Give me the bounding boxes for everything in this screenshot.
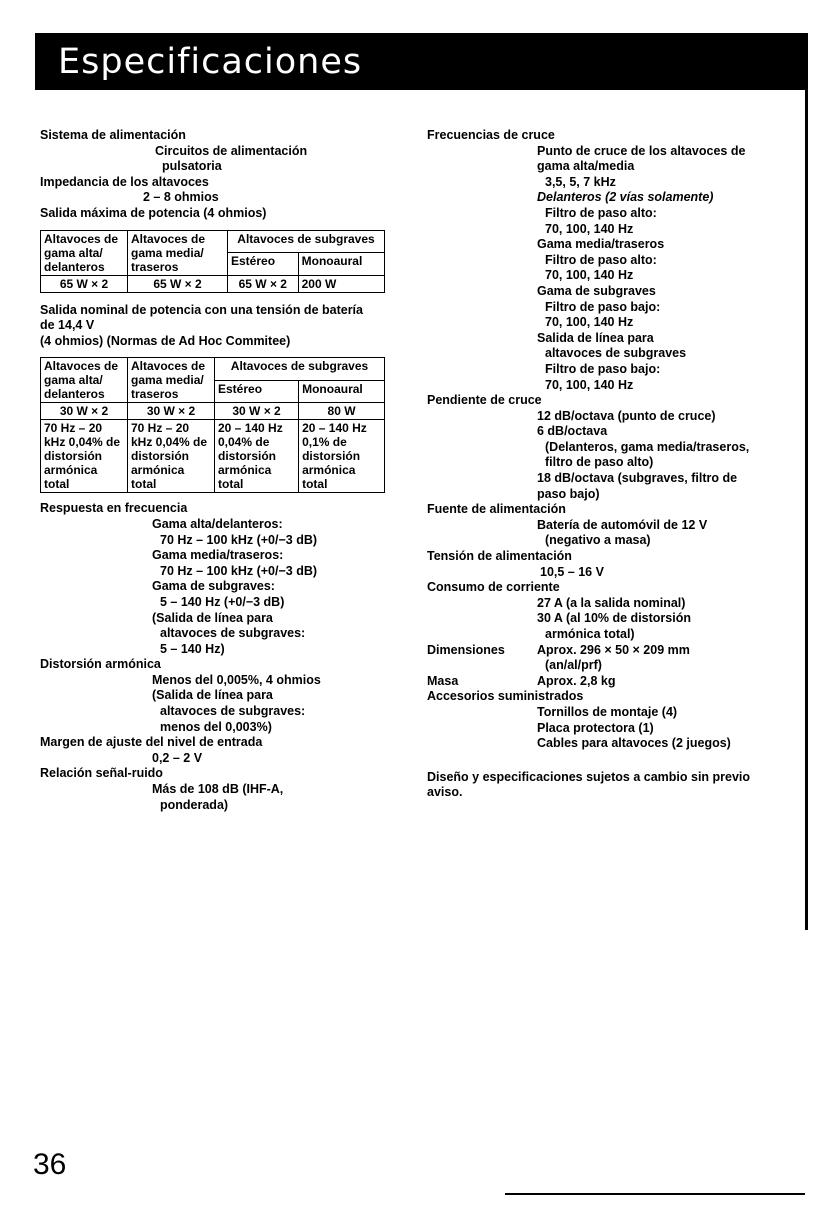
spec-label: Respuesta en frecuencia xyxy=(40,501,188,516)
spec-label: Tensión de alimentación xyxy=(427,549,572,564)
spec-label: de 14,4 V xyxy=(40,318,95,333)
spec-value: Gama media/traseros xyxy=(537,237,665,252)
spec-value: (Delanteros, gama media/traseros, xyxy=(545,439,750,454)
spec-value: 30 A (al 10% de distorsión xyxy=(537,611,691,626)
spec-value: Gama alta/delanteros: xyxy=(152,516,283,531)
spec-value: Batería de automóvil de 12 V xyxy=(537,517,708,532)
power-table-max xyxy=(40,230,385,293)
header-front: Altavoces de gama alta/ delanteros xyxy=(41,230,128,275)
spec-value: altavoces de subgraves: xyxy=(160,704,306,719)
spec-value: Filtro de paso bajo: xyxy=(545,299,661,314)
page-number: 36 xyxy=(33,1148,67,1181)
spec-value: gama alta/media xyxy=(537,159,635,174)
detail-front: 70 Hz – 20 kHz 0,04% de distorsión armónica total xyxy=(41,420,128,493)
footer-rule xyxy=(505,1193,805,1195)
spec-value: 70 Hz – 100 kHz (+0/−3 dB) xyxy=(160,563,318,578)
header-stereo: Estéreo xyxy=(228,253,299,276)
spec-label: Margen de ajuste del nivel de entrada xyxy=(40,735,263,750)
spec-value: 27 A (a la salida nominal) xyxy=(537,595,686,610)
spec-value: Gama de subgraves xyxy=(537,283,656,298)
spec-value: Circuitos de alimentación xyxy=(155,143,308,158)
spec-label: Pendiente de cruce xyxy=(427,393,542,408)
spec-value: 70 Hz – 100 kHz (+0/−3 dB) xyxy=(160,532,318,547)
spec-value: Gama media/traseros: xyxy=(152,548,284,563)
value-stereo: 30 W × 2 xyxy=(215,403,299,420)
header-mono: Monoaural xyxy=(298,253,384,276)
spec-value: 70, 100, 140 Hz xyxy=(545,221,634,236)
spec-value: Aprox. 2,8 kg xyxy=(537,673,616,688)
value-mono: 200 W xyxy=(298,275,384,292)
spec-label: Salida máxima de potencia (4 ohmios) xyxy=(40,205,267,220)
spec-label: Consumo de corriente xyxy=(427,580,560,595)
header-mid: Altavoces de gama media/ traseros xyxy=(128,358,215,403)
disclaimer: aviso. xyxy=(427,785,463,800)
value-front: 30 W × 2 xyxy=(41,403,128,420)
spec-value: ponderada) xyxy=(160,797,229,812)
spec-value: Filtro de paso bajo: xyxy=(545,361,661,376)
spec-value: (Salida de línea para xyxy=(152,688,273,703)
spec-label: Distorsión armónica xyxy=(40,657,161,672)
spec-label: Salida nominal de potencia con una tensión de batería xyxy=(40,302,363,317)
header-front: Altavoces de gama alta/ delanteros xyxy=(41,358,128,403)
spec-label: Fuente de alimentación xyxy=(427,502,566,517)
value-mid: 30 W × 2 xyxy=(128,403,215,420)
spec-value: 70, 100, 140 Hz xyxy=(545,315,634,330)
spec-value: altavoces de subgraves xyxy=(545,346,687,361)
detail-stereo: 20 – 140 Hz 0,04% de distorsión armónica total xyxy=(215,420,299,493)
spec-value: altavoces de subgraves: xyxy=(160,626,306,641)
spec-value: paso bajo) xyxy=(537,486,600,501)
left-column xyxy=(40,128,390,813)
spec-label: Frecuencias de cruce xyxy=(427,128,555,142)
spec-value: 3,5, 5, 7 kHz xyxy=(545,174,616,189)
spec-value: 12 dB/octava (punto de cruce) xyxy=(537,408,716,423)
spec-value: (an/al/prf) xyxy=(545,658,602,673)
spec-value: Filtro de paso alto: xyxy=(545,252,657,267)
header-sub: Altavoces de subgraves xyxy=(215,358,385,381)
header-mid: Altavoces de gama media/ traseros xyxy=(128,230,228,275)
spec-value: Gama de subgraves: xyxy=(152,579,275,594)
spec-value: Tornillos de montaje (4) xyxy=(537,704,678,719)
header-stereo: Estéreo xyxy=(215,380,299,403)
spec-value: 10,5 – 16 V xyxy=(540,564,604,579)
spec-value: Menos del 0,005%, 4 ohmios xyxy=(152,672,321,687)
spec-value: Cables para altavoces (2 juegos) xyxy=(537,736,731,751)
spec-row-masa xyxy=(427,674,799,690)
spec-value: menos del 0,003%) xyxy=(160,719,272,734)
spec-value: 18 dB/octava (subgraves, filtro de xyxy=(537,471,738,486)
right-column xyxy=(427,128,799,801)
disclaimer: Diseño y especificaciones sujetos a cambio sin previo xyxy=(427,769,751,784)
spec-value: 6 dB/octava xyxy=(537,424,608,439)
right-margin-rule xyxy=(805,88,808,930)
value-stereo: 65 W × 2 xyxy=(228,275,299,292)
spec-value: Más de 108 dB (IHF-A, xyxy=(152,782,284,797)
value-front: 65 W × 2 xyxy=(41,275,128,292)
spec-row-dimensiones xyxy=(427,643,799,659)
spec-value: (negativo a masa) xyxy=(545,533,651,548)
value-mono: 80 W xyxy=(299,403,385,420)
spec-label: Relación señal-ruido xyxy=(40,766,163,781)
spec-label: Masa xyxy=(427,673,459,688)
spec-value: Placa protectora (1) xyxy=(537,720,654,735)
spec-label: Accesorios suministrados xyxy=(427,689,584,704)
spec-value: 2 – 8 ohmios xyxy=(143,190,219,205)
detail-mid: 70 Hz – 20 kHz 0,04% de distorsión armónica total xyxy=(128,420,215,493)
power-table-nominal xyxy=(40,357,385,493)
spec-value: Salida de línea para xyxy=(537,330,654,345)
header-mono: Monoaural xyxy=(299,380,385,403)
spec-value: 5 – 140 Hz (+0/−3 dB) xyxy=(160,594,285,609)
spec-value: 0,2 – 2 V xyxy=(152,750,203,765)
spec-value: Punto de cruce de los altavoces de xyxy=(537,143,746,158)
spec-value: Delanteros (2 vías solamente) xyxy=(537,190,714,205)
spec-value: armónica total) xyxy=(545,627,635,641)
spec-label: Sistema de alimentación xyxy=(40,128,186,142)
spec-value: (Salida de línea para xyxy=(152,610,273,625)
page-title: Especificaciones xyxy=(58,42,363,82)
spec-value: filtro de paso alto) xyxy=(545,455,654,470)
spec-value: 70, 100, 140 Hz xyxy=(545,377,634,392)
spec-label: Impedancia de los altavoces xyxy=(40,174,209,189)
spec-value: pulsatoria xyxy=(162,159,222,174)
value-mid: 65 W × 2 xyxy=(128,275,228,292)
spec-value: Aprox. 296 × 50 × 209 mm xyxy=(537,642,690,657)
spec-value: 5 – 140 Hz) xyxy=(160,641,225,656)
spec-label: Dimensiones xyxy=(427,642,505,657)
spec-value: Filtro de paso alto: xyxy=(545,205,657,220)
detail-mono: 20 – 140 Hz 0,1% de distorsión armónica total xyxy=(299,420,385,493)
spec-label: (4 ohmios) (Normas de Ad Hoc Commitee) xyxy=(40,333,291,348)
spec-value: 70, 100, 140 Hz xyxy=(545,268,634,283)
header-sub: Altavoces de subgraves xyxy=(228,230,385,253)
